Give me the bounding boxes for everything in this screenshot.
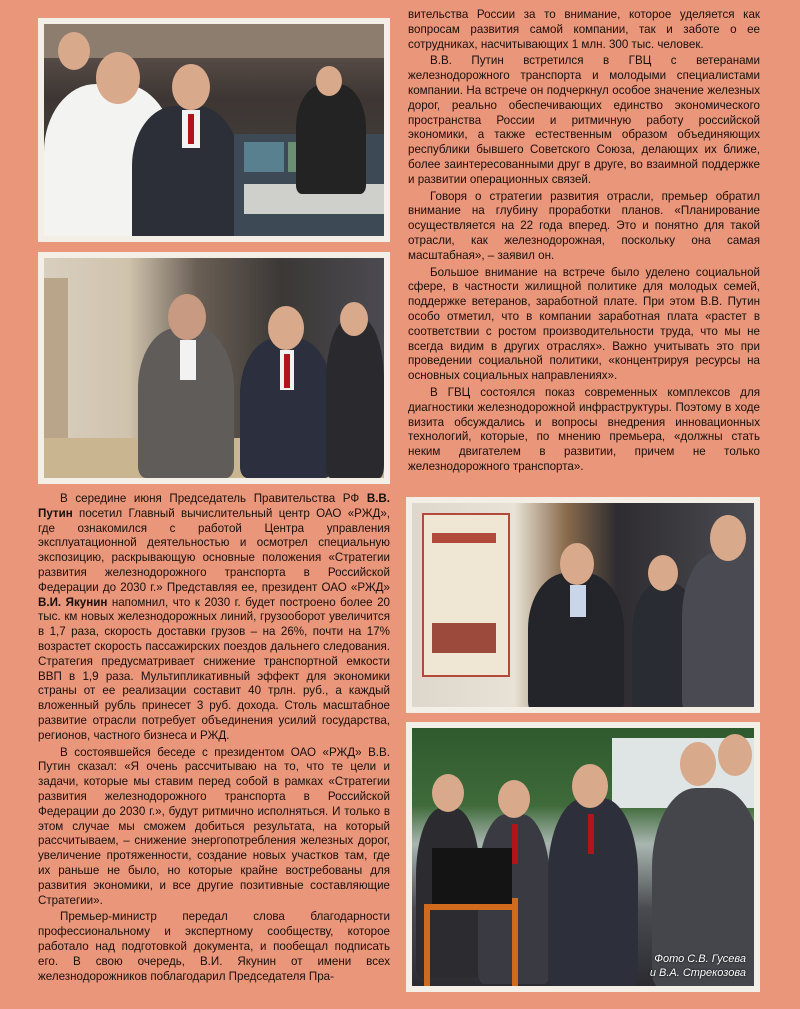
- photo-presentation-stand-image: [412, 503, 754, 707]
- right-text-column: [408, 8, 760, 475]
- left-paragraph-1-a: В середине июня Председатель Правительства РФ: [60, 492, 367, 505]
- right-paragraph-2: Говоря о стратегии развития отрасли, премьер обратил внимание на глубину проработки планов. «Планирование осуществляется на 22 года вперед. Это и понятно для такой отрасли, как железнодорожная, поскольку она самая масштабная», – заявил он.: [408, 189, 760, 262]
- photo-credit: [650, 952, 746, 980]
- person-name-putin: В.В. Путин: [38, 492, 390, 520]
- right-paragraph-4: В ГВЦ состоялся показ современных комплексов для диагностики железнодорожной инфраструктуры. Поэтому в ходе визита обсуждались и вопросы внедрения инновационных технологий, которые, по мнению премьера, «должны стать неким двигателем в развитии, причем не только железнодорожного транспорта».: [408, 385, 760, 473]
- photo-outdoor-equipment: [406, 722, 760, 992]
- photo-credit-line-1: Фото С.В. Гусева: [654, 953, 746, 965]
- right-paragraph-0: вительства России за то внимание, которое уделяется как вопросам развития самой компании, так и заботе о ее сотрудниках, насчитывающих 1 млн. 300 тыс. человек.: [408, 8, 760, 51]
- photo-control-room-image: [44, 24, 384, 236]
- photo-presentation-stand: [406, 497, 760, 713]
- left-paragraph-1: [38, 492, 390, 744]
- person-name-yakunin: В.И. Якунин: [38, 595, 108, 609]
- photo-exhibition-walk: [38, 252, 390, 484]
- left-paragraph-2: В состоявшейся беседе с президентом ОАО «РЖД» В.В. Путин сказал: «Я очень рассчитываю на то, что те цели и задачи, которые мы ставим перед собой в рамках «Стратегии развития железнодорожного транспорта в Российской Федерации до 2030 г.», будут ритмично исполняться. И только в этом случае мы сможем добиться результата, на который рассчитываем, – снижение энергопотребления железных дорог, увеличение протяженности, создание новых участков там, где их раньше не было, но которые крайне востребованы для развития экономики, и все другие позитивные составляющие Стратегии».: [38, 745, 390, 907]
- left-paragraph-3: Премьер-министр передал слова благодарности профессиональному и экспертному сообществу, которое работало над подготовкой документа, и пообещал подписать его. В свою очередь, В.И. Якунин от имени всех железнодорожников поблагодарил Председателя Пра-: [38, 910, 390, 983]
- right-paragraph-1: В.В. Путин встретился в ГВЦ с ветеранами железнодорожного транспорта и молодыми специалистами компании. На встрече он подчеркнул особое значение железных дорог, реально обеспечивающих единство экономического пространства России и ритмичную работу российской экономики, а также естественным образом объединяющих республики бывшего Советского Союза, делающих их ближе, более заинтересованными друг в друге, во взаимной поддержке и развитии операционных связей.: [408, 54, 760, 186]
- photo-credit-line-2: и В.А. Стрекозова: [649, 967, 746, 979]
- photo-outdoor-equipment-image: [412, 728, 754, 986]
- left-paragraph-1-e: напомнил, что к 2030 г. будет построено более 20 тыс. км новых железнодорожных линий, грузооборот увеличится в 1,7 раза, скорость доставки грузов – на 26%, почти на 17% возрастет скорость пассажирских поездов дальнего следования. Стратегия предусматривает снижение транспортной емкости ВВП в 1,9 раза. Мультипликативный эффект для экономики страны от ее реализации составит 40 трлн. руб., а каждый вложенный рубль принесет 3 руб. дохода. Столь масштабное развитие отрасли потребует объединения усилий государства, регионов, частного бизнеса и РЖД.: [38, 595, 390, 742]
- left-text-column: [38, 492, 390, 984]
- photo-control-room: [38, 18, 390, 242]
- right-paragraph-3: Большое внимание на встрече было уделено социальной сфере, в частности жилищной политике для молодых семей, поддержке ветеранов, заработной плате. При этом В.В. Путин особо отметил, что в компании заработная плата «растет в соответствии с ростом производительности труда, что мы не всегда видим в других отраслях». Важно учитывать это при проведении социальной политики, «концентрируя ресурсы на основных социальных направлениях».: [408, 265, 760, 383]
- photo-exhibition-walk-image: [44, 258, 384, 478]
- left-paragraph-1-c: посетил Главный вычислительный центр ОАО «РЖД», где ознакомился с работой Центра управления эксплуатационной деятельностью и осмотрел специальную экспозицию, раскрывающую основные положения «Стратегии развития железнодорожного транспорта в Российской Федерации до 2030 г.» Представляя ее, президент ОАО «РЖД»: [38, 506, 390, 594]
